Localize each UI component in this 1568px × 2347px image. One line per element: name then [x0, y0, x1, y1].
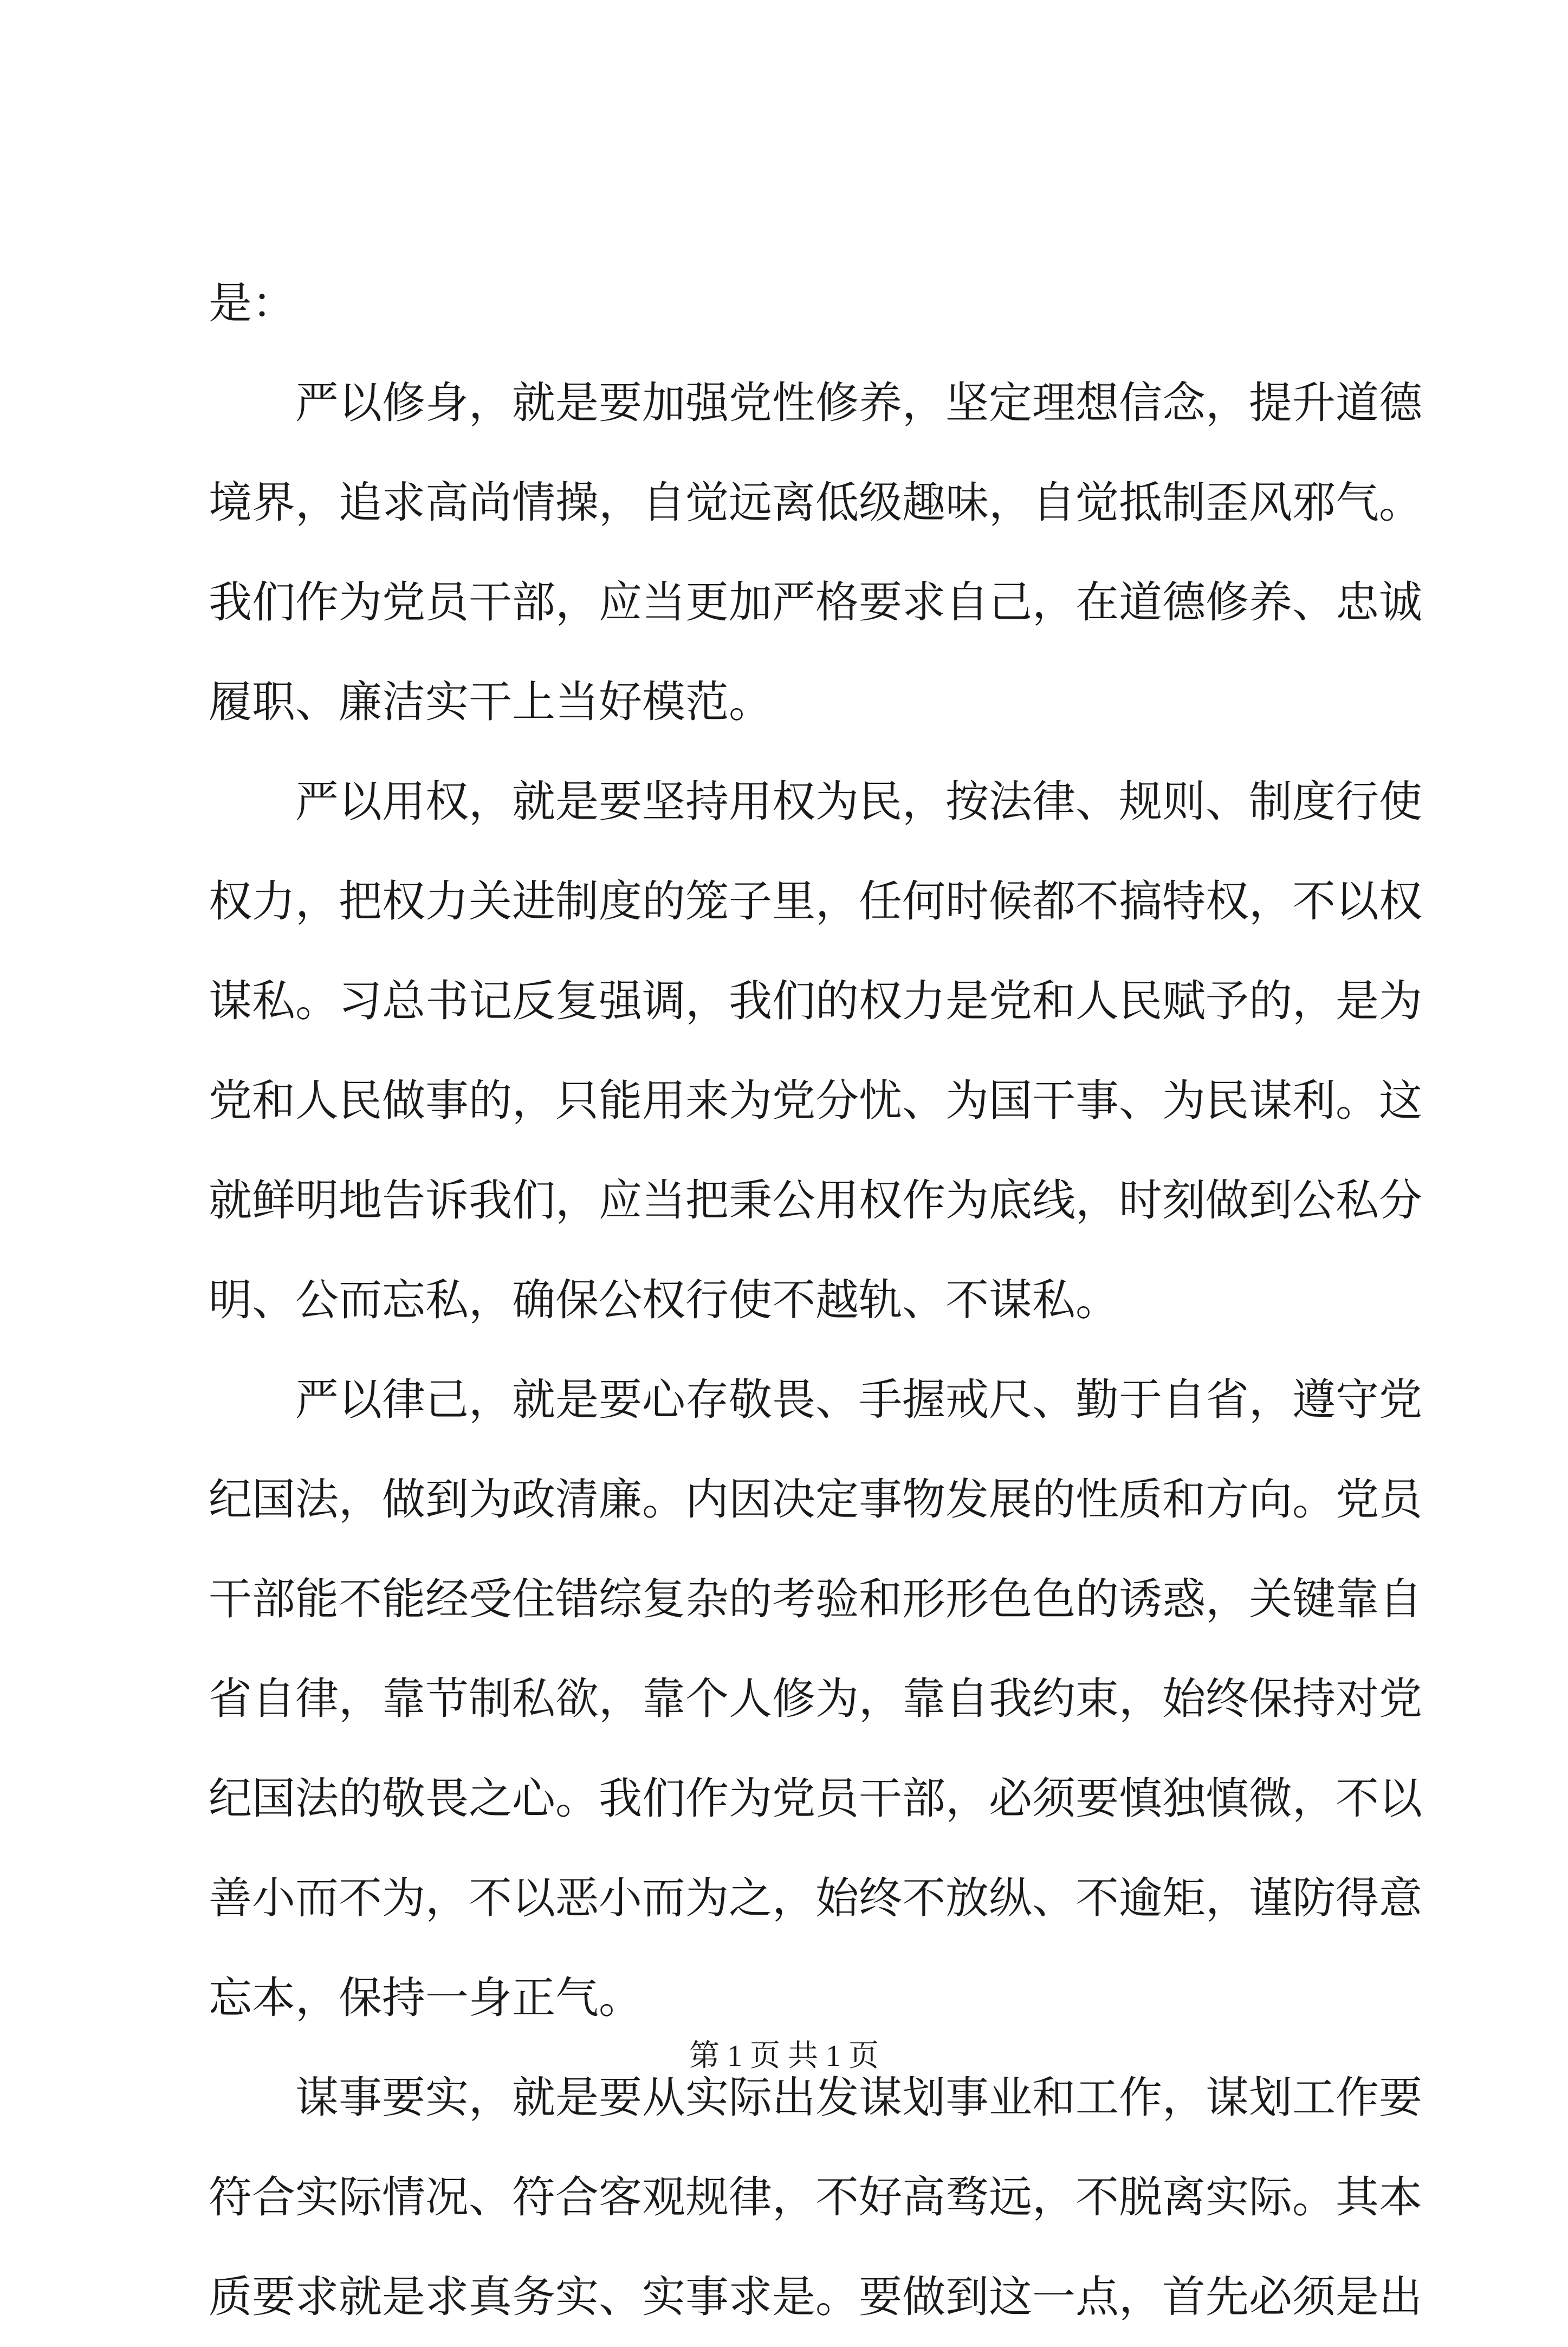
text-line: 纪国法，做到为政清廉。内因决定事物发展的性质和方向。党员: [209, 1474, 1422, 1525]
text-line: 党和人民做事的，只能用来为党分忧、为国干事、为民谋利。这: [209, 1075, 1422, 1126]
paragraph-first-line: 严以用权，就是要坚持用权为民，按法律、规则、制度行使: [295, 776, 1422, 827]
paragraph-first-line: 严以律己，就是要心存敬畏、手握戒尺、勤于自省，遵守党: [295, 1375, 1422, 1425]
text-line: 干部能不能经受住错综复杂的考验和形形色色的诱惑，关键靠自: [209, 1574, 1422, 1624]
text-line: 省自律，靠节制私欲，靠个人修为，靠自我约束，始终保持对党: [209, 1674, 1422, 1724]
text-line: 是：: [209, 278, 295, 328]
text-line: 履职、廉洁实干上当好模范。: [209, 677, 772, 727]
paragraph-first-line: 谋事要实，就是要从实际出发谋划事业和工作，谋划工作要: [295, 2072, 1422, 2123]
text-line: 符合实际情况、符合客观规律，不好高骛远，不脱离实际。其本: [209, 2172, 1422, 2222]
text-line: 谋私。习总书记反复强调，我们的权力是党和人民赋予的，是为: [209, 976, 1422, 1026]
text-line: 忘本，保持一身正气。: [209, 1973, 642, 2023]
page-footer: [0, 2034, 1568, 2078]
paragraph-first-line: 严以修身，就是要加强党性修养，坚定理想信念，提升道德: [295, 378, 1422, 428]
text-line: 明、公而忘私，确保公权行使不越轨、不谋私。: [209, 1275, 1119, 1325]
text-line: 境界，追求高尚情操，自觉远离低级趣味，自觉抵制歪风邪气。: [209, 477, 1422, 528]
text-line: 权力，把权力关进制度的笼子里，任何时候都不搞特权，不以权: [209, 876, 1422, 926]
text-line: 善小而不为，不以恶小而为之，始终不放纵、不逾矩，谨防得意: [209, 1873, 1422, 1923]
document-body: [209, 254, 1422, 2347]
text-line: 质要求就是求真务实、实事求是。要做到这一点，首先必须是出: [209, 2272, 1422, 2322]
text-line: 纪国法的敬畏之心。我们作为党员干部，必须要慎独慎微，不以: [209, 1773, 1422, 1824]
text-line: 我们作为党员干部，应当更加严格要求自己，在道德修养、忠诚: [209, 577, 1422, 627]
text-line: 就鲜明地告诉我们，应当把秉公用权作为底线，时刻做到公私分: [209, 1175, 1422, 1226]
page-number-label: 第 1 页 共 1 页: [689, 2039, 879, 2073]
